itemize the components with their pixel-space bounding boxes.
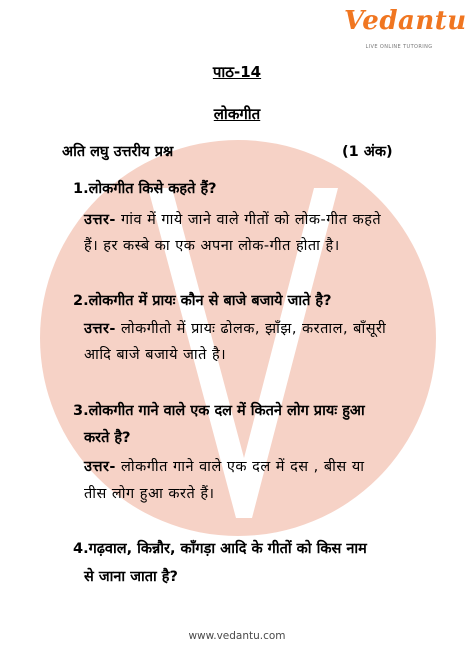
logo-wordmark: Vedantu xyxy=(344,6,467,36)
question-2: 2.लोकगीत में प्रायः कौन से बाजे बजाये जाते है? xyxy=(73,293,332,309)
footer-url[interactable]: www.vedantu.com xyxy=(188,630,286,642)
answer-3-line-2: तीस लोग हुआ करते हैं। xyxy=(84,486,215,502)
answer-label: उत्तर- xyxy=(84,212,116,228)
answer-1-line-2: हैं। हर कस्बे का एक अपना लोक-गीत होता है। xyxy=(84,238,340,254)
section-label: अति लघु उत्तरीय प्रश्न xyxy=(62,144,174,160)
answer-text: लोकगीत गाने वाले एक दल में दस , बीस या xyxy=(121,459,365,475)
question-4-line-1: 4.गढ़वाल, किन्नौर, काँगड़ा आदि के गीतों को किस नाम xyxy=(73,541,367,557)
lesson-title: लोकगीत xyxy=(213,105,261,123)
answer-3-line-1 xyxy=(84,456,365,476)
question-4-line-2: से जाना जाता है? xyxy=(84,569,178,585)
answer-2-line-2: आदि बाजे बजाये जाते है। xyxy=(84,347,227,363)
lesson-number: पाठ-14 xyxy=(212,63,262,81)
answer-text: गांव में गाये जाने वाले गीतों को लोक-गीत कहते xyxy=(121,212,382,228)
vedantu-logo xyxy=(344,4,467,60)
answer-label: उत्तर- xyxy=(84,321,116,337)
answer-label: उत्तर- xyxy=(84,459,116,475)
answer-1-line-1 xyxy=(84,209,381,229)
question-1: 1.लोकगीत किसे कहते हैं? xyxy=(73,181,217,197)
answer-text: लोकगीतो में प्रायः ढोलक, झाँझ, करताल, बाँसूरी xyxy=(121,321,387,337)
logo-tagline: LIVE ONLINE TUTORING xyxy=(365,44,433,50)
question-3-line-1: 3.लोकगीत गाने वाले एक दल में कितने लोग प्रायः हुआ xyxy=(73,403,365,419)
marks-label: (1 अंक) xyxy=(342,144,393,160)
question-3-line-2: करते है? xyxy=(84,430,131,446)
answer-2-line-1 xyxy=(84,318,386,338)
